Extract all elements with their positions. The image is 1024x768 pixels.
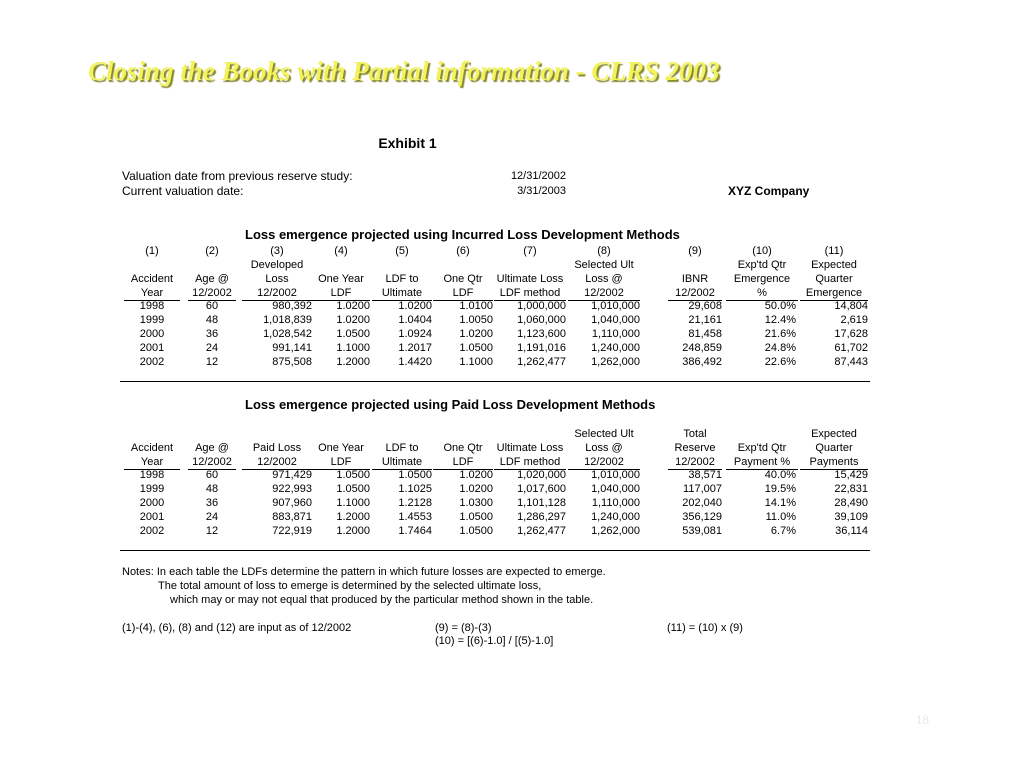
incurred-cell: 21.6% [764, 328, 796, 340]
incurred-cell: 248,859 [682, 342, 722, 354]
incurred-header-cell: Age @ [195, 273, 229, 285]
paid-cell: 40.0% [764, 469, 796, 481]
notes-line-3: which may or may not equal that produced by the particular method shown in the table. [170, 594, 594, 606]
paid-cell: 36 [205, 497, 219, 509]
incurred-header-cell: (5) [395, 245, 409, 257]
incurred-cell: 1.0100 [459, 300, 493, 312]
paid-table-divider [120, 550, 870, 551]
incurred-header-cell: One Year [318, 273, 364, 285]
paid-cell: 2000 [139, 497, 165, 509]
incurred-cell: 1.0500 [459, 342, 493, 354]
paid-header-cell: Ultimate Loss [496, 442, 564, 454]
paid-cell: 39,109 [834, 511, 868, 523]
paid-cell: 11.0% [765, 511, 796, 523]
paid-header-cell: Total [683, 428, 707, 440]
paid-cell: 1,110,000 [591, 497, 640, 509]
incurred-cell: 1.0200 [336, 314, 370, 326]
incurred-cell: 1.0050 [459, 314, 493, 326]
incurred-header-cell: (8) [597, 245, 611, 257]
incurred-header-cell: Quarter [815, 273, 853, 285]
incurred-cell: 875,508 [272, 356, 312, 368]
incurred-header-cell: Exp'td Qtr [737, 259, 787, 271]
incurred-header-cell: LDF method [494, 286, 566, 301]
incurred-cell: 991,141 [272, 342, 312, 354]
incurred-header-cell: (4) [334, 245, 348, 257]
current-valuation-label: Current valuation date: [122, 184, 244, 198]
incurred-header-cell: One Qtr [443, 273, 483, 285]
incurred-header-cell: Expected [811, 259, 857, 271]
formula-inputs: (1)-(4), (6), (8) and (12) are input as of 12/2002 [122, 622, 352, 634]
incurred-header-cell: (10) [752, 245, 772, 257]
incurred-header-cell: (7) [523, 245, 537, 257]
incurred-header-cell: % [726, 286, 798, 301]
incurred-table-divider [120, 381, 870, 382]
paid-header-cell: LDF to [385, 442, 419, 454]
paid-header-cell: Year [124, 455, 180, 470]
paid-header-cell: Ultimate [372, 455, 432, 470]
incurred-cell: 50.0% [764, 300, 796, 312]
paid-cell: 907,960 [272, 497, 312, 509]
paid-header-cell: Expected [811, 428, 857, 440]
paid-cell: 1.0500 [336, 469, 370, 481]
paid-cell: 971,429 [272, 469, 312, 481]
paid-cell: 60 [205, 469, 219, 481]
paid-cell: 1,101,128 [517, 497, 566, 509]
paid-cell: 1,262,477 [517, 525, 566, 537]
page-number: 18 [916, 712, 929, 727]
paid-cell: 1.2128 [398, 497, 432, 509]
paid-cell: 22,831 [834, 483, 868, 495]
paid-cell: 48 [205, 483, 219, 495]
incurred-cell: 1,018,839 [263, 314, 312, 326]
incurred-header-cell: Ultimate Loss [496, 273, 564, 285]
prev-valuation-label: Valuation date from previous reserve study: [122, 169, 353, 183]
slide-title: Closing the Books with Partial information - CLRS 2003 [88, 56, 720, 86]
formula-expected-emergence: (11) = (10) x (9) [667, 622, 743, 634]
paid-header-cell: LDF method [494, 455, 566, 470]
paid-header-row [0, 441, 1024, 455]
incurred-cell: 1,000,000 [517, 300, 566, 312]
incurred-cell: 81,458 [688, 328, 722, 340]
paid-data-row [0, 496, 1024, 510]
incurred-cell: 1.0924 [398, 328, 432, 340]
incurred-cell: 980,392 [272, 300, 312, 312]
incurred-header-cell: LDF [312, 286, 370, 301]
incurred-section-title: Loss emergence projected using Incurred Loss Development Methods [245, 227, 680, 242]
paid-cell: 1.7464 [398, 525, 432, 537]
paid-cell: 1.0500 [336, 483, 370, 495]
incurred-cell: 12 [205, 356, 219, 368]
incurred-cell: 1,191,016 [517, 342, 566, 354]
exhibit-title: Exhibit 1 [378, 135, 437, 151]
incurred-header-cell: LDF [433, 286, 493, 301]
paid-cell: 38,571 [688, 469, 722, 481]
paid-cell: 12 [205, 525, 219, 537]
paid-cell: 28,490 [834, 497, 868, 509]
paid-cell: 36,114 [835, 525, 868, 537]
incurred-data-row [0, 355, 1024, 369]
incurred-header-cell: LDF to [385, 273, 419, 285]
incurred-cell: 1,110,000 [591, 328, 640, 340]
prev-valuation-date: 12/31/2002 [510, 170, 566, 182]
paid-header-cell: Loss @ [585, 442, 623, 454]
paid-cell: 1.1025 [398, 483, 432, 495]
incurred-header-cell: Loss @ [585, 273, 623, 285]
paid-header-cell: One Year [318, 442, 364, 454]
notes-line-1: Notes: In each table the LDFs determine the pattern in which future losses are expected to emerge. [122, 566, 606, 578]
incurred-cell: 1,123,600 [517, 328, 566, 340]
incurred-cell: 1.0200 [398, 300, 432, 312]
paid-header-cell: LDF [433, 455, 493, 470]
paid-header-cell: Paid Loss [252, 442, 302, 454]
company-name: XYZ Company [728, 184, 810, 198]
formula-ibnr: (9) = (8)-(3) [435, 622, 492, 634]
incurred-cell: 1,060,000 [517, 314, 566, 326]
paid-header-row [0, 455, 1024, 469]
incurred-cell: 1.4420 [398, 356, 432, 368]
incurred-header-cell: Accident [130, 273, 174, 285]
paid-header-cell: Age @ [195, 442, 229, 454]
paid-cell: 1.2000 [336, 525, 370, 537]
paid-cell: 1.0200 [459, 483, 493, 495]
paid-cell: 2001 [139, 511, 165, 523]
incurred-cell: 1999 [139, 314, 165, 326]
incurred-cell: 61,702 [834, 342, 868, 354]
paid-header-cell: Payments [800, 455, 868, 470]
paid-data-row [0, 482, 1024, 496]
paid-section-title: Loss emergence projected using Paid Loss Development Methods [245, 397, 656, 412]
incurred-header-cell: 12/2002 [188, 286, 236, 301]
incurred-cell: 2001 [139, 342, 165, 354]
paid-cell: 1.0500 [459, 525, 493, 537]
incurred-cell: 1.0500 [336, 328, 370, 340]
incurred-cell: 1.1000 [336, 342, 370, 354]
paid-cell: 1,010,000 [591, 469, 640, 481]
incurred-header-cell: (11) [824, 245, 844, 257]
paid-cell: 19.5% [764, 483, 796, 495]
formula-emergence-pct: (10) = [(6)-1.0] / [(5)-1.0] [435, 635, 554, 647]
incurred-cell: 14,804 [834, 300, 868, 312]
paid-header-cell: 12/2002 [188, 455, 236, 470]
paid-cell: 1.0500 [398, 469, 432, 481]
incurred-header-row [0, 258, 1024, 272]
paid-header-cell: One Qtr [443, 442, 483, 454]
paid-cell: 1998 [139, 469, 165, 481]
incurred-cell: 1,262,000 [591, 356, 640, 368]
incurred-data-row [0, 341, 1024, 355]
paid-data-row [0, 510, 1024, 524]
paid-cell: 1,240,000 [591, 511, 640, 523]
paid-cell: 1.2000 [336, 511, 370, 523]
incurred-header-cell: (1) [145, 245, 159, 257]
incurred-header-cell: Loss [265, 273, 289, 285]
notes-line-2: The total amount of loss to emerge is determined by the selected ultimate loss, [158, 580, 542, 592]
paid-cell: 1.0300 [459, 497, 493, 509]
incurred-cell: 1.0404 [398, 314, 432, 326]
paid-cell: 117,007 [683, 483, 722, 495]
incurred-cell: 1.2017 [398, 342, 432, 354]
incurred-cell: 36 [205, 328, 219, 340]
paid-cell: 1.0500 [459, 511, 493, 523]
paid-header-cell: 12/2002 [568, 455, 640, 470]
incurred-data-row [0, 313, 1024, 327]
paid-cell: 1.1000 [336, 497, 370, 509]
paid-cell: 2002 [139, 525, 165, 537]
incurred-cell: 60 [205, 300, 219, 312]
current-valuation-date: 3/31/2003 [517, 185, 566, 197]
incurred-cell: 1.0200 [336, 300, 370, 312]
paid-cell: 722,919 [272, 525, 312, 537]
paid-cell: 6.7% [770, 525, 796, 537]
incurred-header-row [0, 286, 1024, 300]
incurred-data-row [0, 327, 1024, 341]
paid-cell: 539,081 [682, 525, 722, 537]
incurred-cell: 1,010,000 [591, 300, 640, 312]
paid-header-cell: LDF [312, 455, 370, 470]
incurred-header-row [0, 244, 1024, 258]
paid-cell: 202,040 [682, 497, 722, 509]
incurred-header-cell: 12/2002 [568, 286, 640, 301]
incurred-header-cell: (6) [456, 245, 470, 257]
paid-header-cell: Selected Ult [574, 428, 634, 440]
incurred-header-cell: 12/2002 [242, 286, 312, 301]
paid-header-cell: Exp'td Qtr [737, 442, 787, 454]
incurred-cell: 386,492 [682, 356, 722, 368]
incurred-cell: 17,628 [834, 328, 868, 340]
paid-cell: 15,429 [834, 469, 868, 481]
incurred-cell: 1998 [139, 300, 165, 312]
paid-cell: 356,129 [682, 511, 722, 523]
incurred-header-cell: Selected Ult [574, 259, 634, 271]
incurred-header-cell: Emergence [733, 273, 791, 285]
paid-cell: 1,286,297 [517, 511, 566, 523]
paid-header-cell: Quarter [815, 442, 853, 454]
incurred-header-cell: Year [124, 286, 180, 301]
paid-data-row [0, 524, 1024, 538]
incurred-header-cell: (9) [688, 245, 702, 257]
paid-cell: 24 [205, 511, 219, 523]
incurred-cell: 12.4% [764, 314, 796, 326]
incurred-cell: 24.8% [764, 342, 796, 354]
paid-header-cell: 12/2002 [668, 455, 722, 470]
paid-cell: 1,040,000 [591, 483, 640, 495]
incurred-cell: 2002 [139, 356, 165, 368]
paid-cell: 14.1% [764, 497, 796, 509]
incurred-cell: 2,619 [840, 314, 868, 326]
paid-header-row [0, 427, 1024, 441]
incurred-header-cell: IBNR [681, 273, 709, 285]
paid-cell: 1,017,600 [517, 483, 566, 495]
incurred-cell: 1,028,542 [263, 328, 312, 340]
paid-data-row [0, 468, 1024, 482]
incurred-cell: 1,262,477 [517, 356, 566, 368]
incurred-header-cell: Developed [250, 259, 304, 271]
incurred-cell: 2000 [139, 328, 165, 340]
paid-cell: 1.4553 [398, 511, 432, 523]
incurred-data-row [0, 299, 1024, 313]
incurred-header-cell: 12/2002 [668, 286, 722, 301]
incurred-cell: 87,443 [834, 356, 868, 368]
paid-cell: 1,262,000 [591, 525, 640, 537]
incurred-cell: 1.2000 [336, 356, 370, 368]
paid-cell: 883,871 [272, 511, 312, 523]
paid-header-cell: Reserve [674, 442, 716, 454]
paid-header-cell: Accident [130, 442, 174, 454]
incurred-header-row [0, 272, 1024, 286]
incurred-cell: 29,608 [688, 300, 722, 312]
incurred-cell: 48 [205, 314, 219, 326]
incurred-cell: 1.1000 [459, 356, 493, 368]
incurred-header-cell: (3) [270, 245, 284, 257]
incurred-cell: 1,040,000 [591, 314, 640, 326]
incurred-cell: 21,161 [688, 314, 722, 326]
incurred-header-cell: Emergence [800, 286, 868, 301]
incurred-cell: 22.6% [764, 356, 796, 368]
incurred-cell: 1,240,000 [591, 342, 640, 354]
incurred-header-cell: (2) [205, 245, 219, 257]
paid-cell: 1,020,000 [517, 469, 566, 481]
paid-header-cell: 12/2002 [242, 455, 312, 470]
incurred-cell: 24 [205, 342, 219, 354]
paid-cell: 1999 [139, 483, 165, 495]
incurred-header-cell: Ultimate [372, 286, 432, 301]
paid-cell: 922,993 [272, 483, 312, 495]
paid-header-cell: Payment % [726, 455, 798, 470]
incurred-cell: 1.0200 [459, 328, 493, 340]
paid-cell: 1.0200 [459, 469, 493, 481]
